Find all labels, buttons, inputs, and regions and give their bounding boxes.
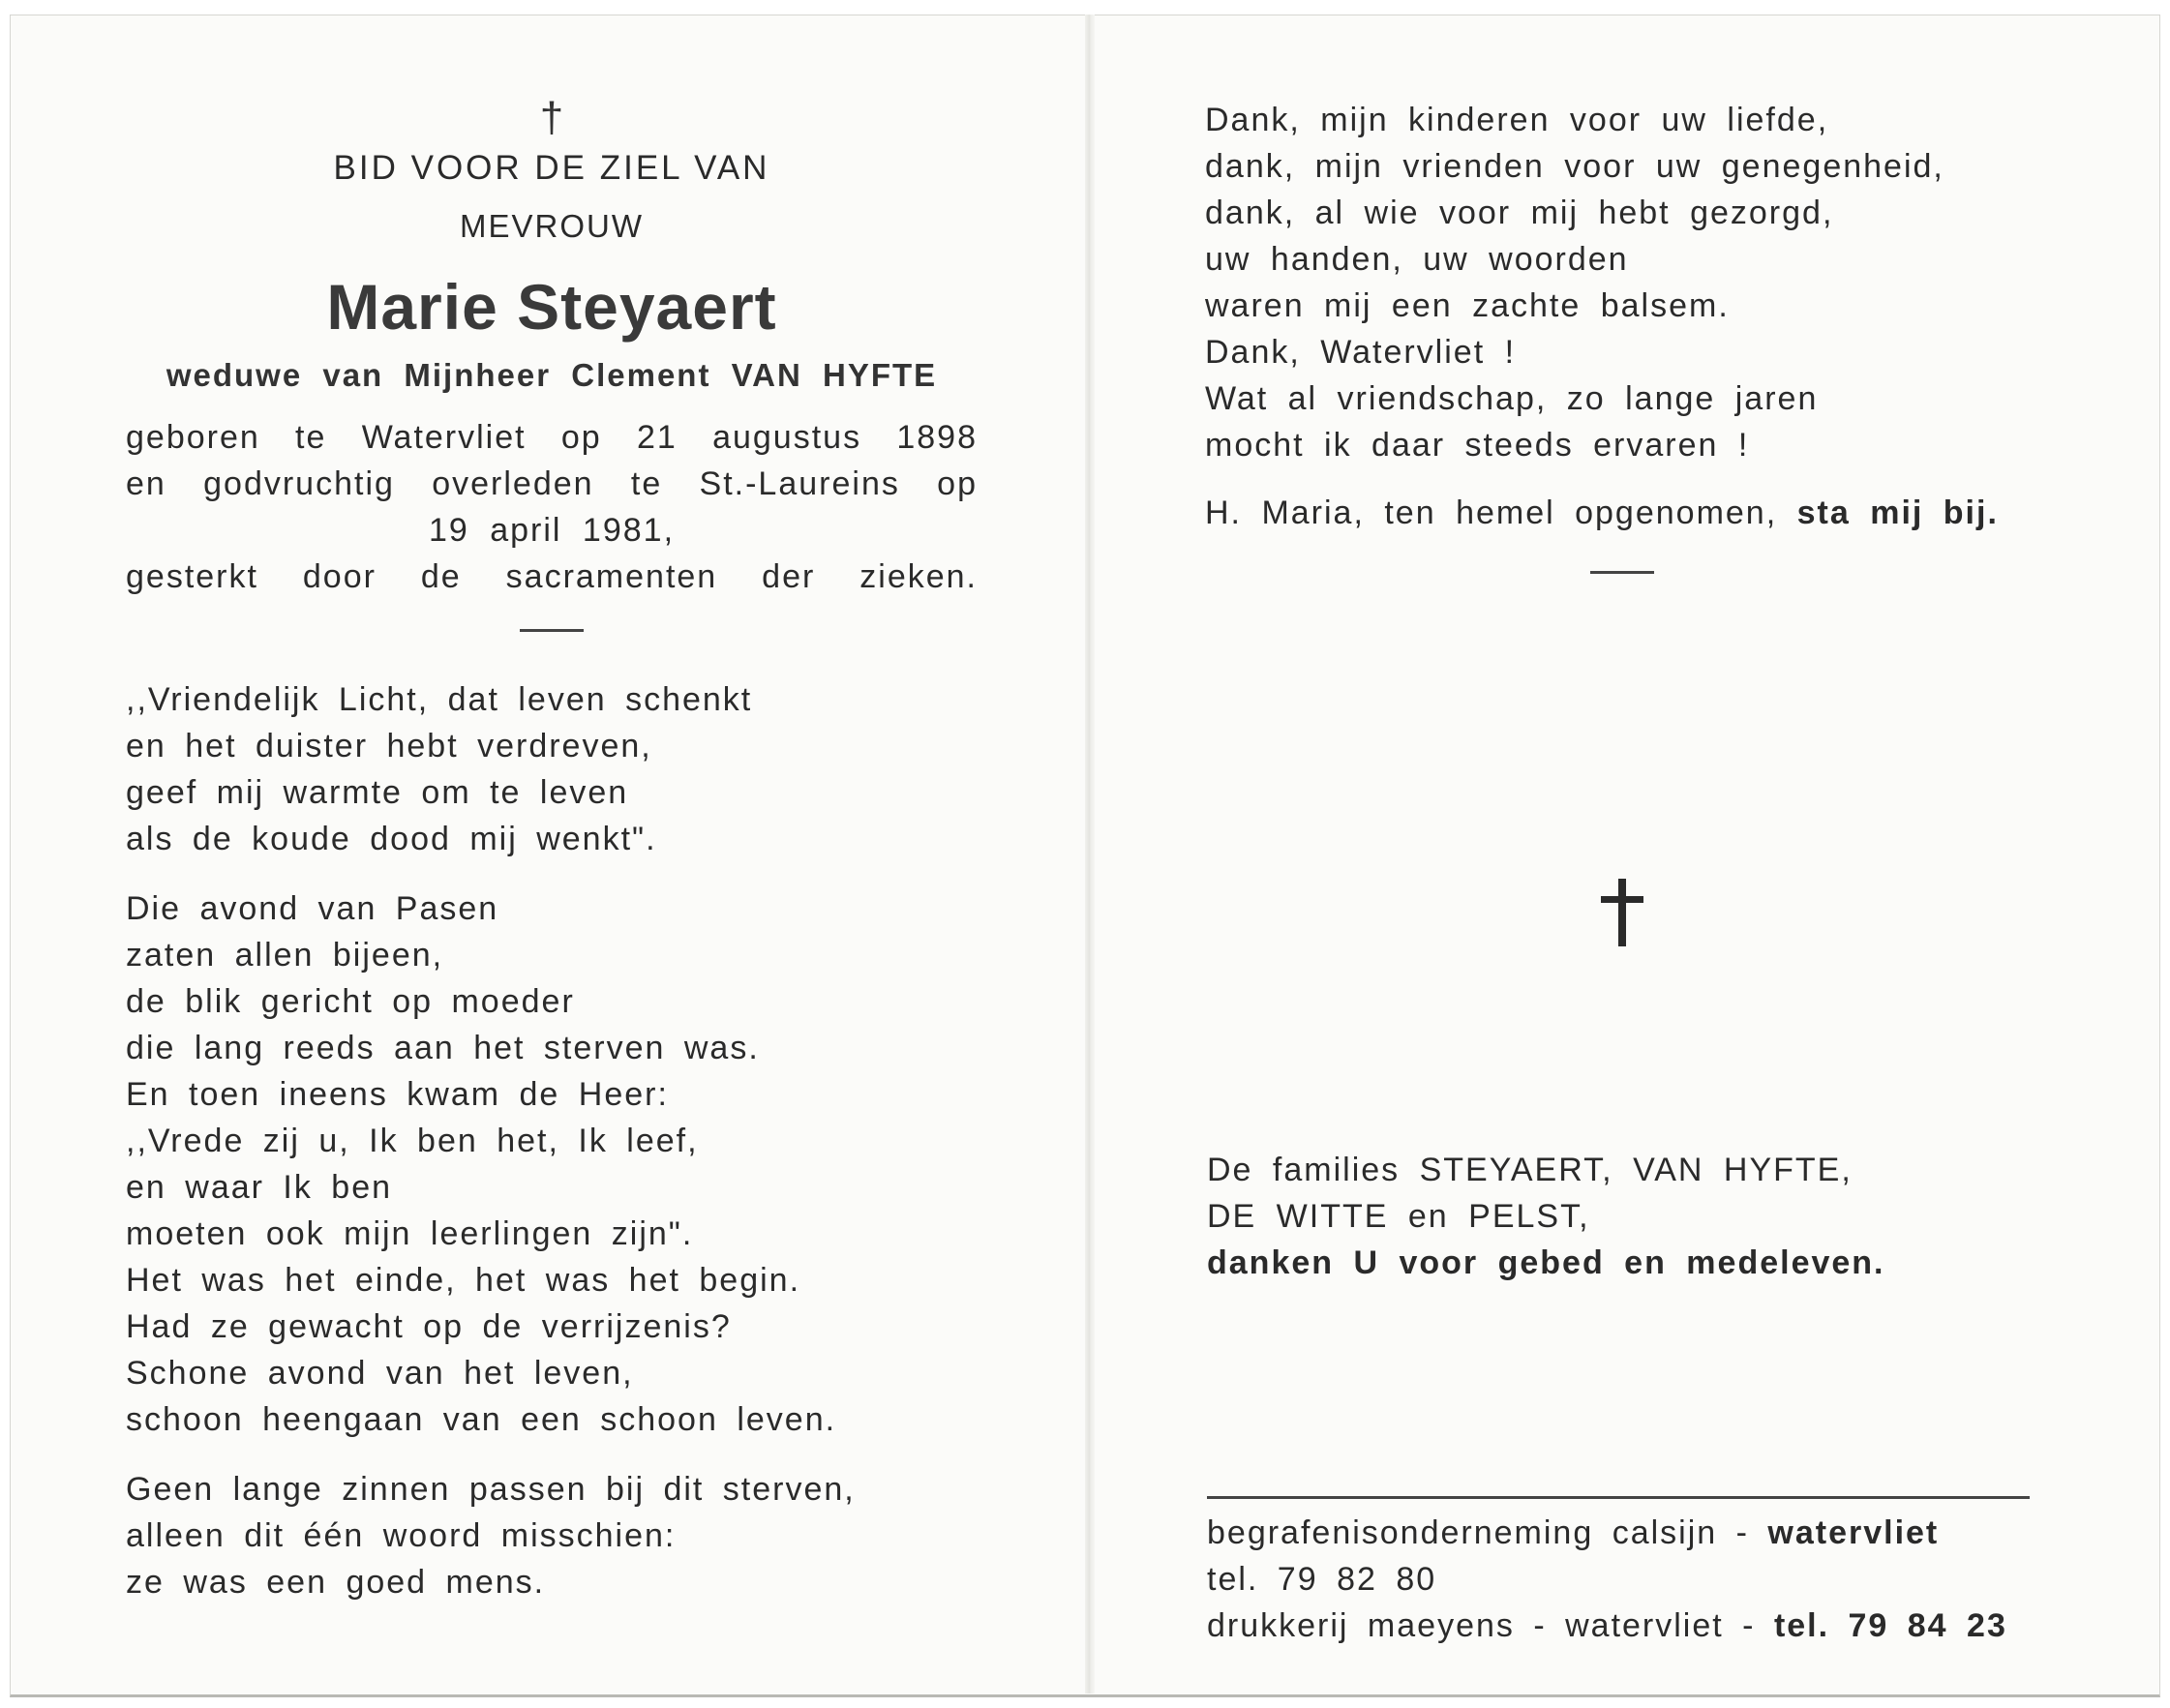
verse-line: zaten allen bijeen, — [126, 937, 444, 974]
verse-line: dank, mijn vrienden voor uw genegenheid, — [1205, 148, 1944, 185]
title-mevrouw: MEVROUW — [460, 208, 644, 244]
verse-line: Dank, Watervliet ! — [1205, 334, 1517, 371]
verse-line: en waar Ik ben — [126, 1169, 393, 1206]
verse-line: Het was het einde, het was het begin. — [126, 1262, 801, 1299]
verse-line: de blik gericht op moeder — [126, 983, 575, 1020]
verse-line: dank, al wie voor mij hebt gezorgd, — [1205, 195, 1834, 231]
sacrament-line: gesterkt door de sacramenten der zieken. — [126, 558, 978, 595]
verse-line: waren mij een zachte balsem. — [1205, 287, 1730, 324]
verse-line: moeten ook mijn leerlingen zijn". — [126, 1215, 694, 1252]
birth-line: geboren te Watervliet op 21 augustus 1898 — [126, 419, 978, 456]
verse-line: Die avond van Pasen — [126, 890, 499, 927]
verse-line: als de koude dood mij wenkt". — [126, 821, 657, 857]
families-line: De families STEYAERT, VAN HYFTE, — [1207, 1152, 1853, 1188]
footer-rule — [1207, 1496, 2030, 1499]
undertaker-line — [1207, 1510, 2007, 1556]
deceased-name: Marie Steyaert — [326, 271, 777, 343]
divider-dash — [1590, 571, 1654, 574]
undertaker-phone: tel. 79 82 80 — [1207, 1561, 1437, 1598]
cross-icon — [1595, 879, 1653, 946]
verse-line: Dank, mijn kinderen voor uw liefde, — [1205, 102, 1829, 138]
undertaker-name: begrafenisonderneming calsijn - — [1207, 1514, 1749, 1551]
verse-line: Wat al vriendschap, zo lange jaren — [1205, 380, 1819, 417]
verse-line: en het duister hebt verdreven, — [126, 728, 652, 764]
verse-light — [126, 676, 978, 862]
death-date: 19 april 1981, — [428, 512, 676, 549]
birth-death-info — [126, 414, 978, 600]
verse-line: ,,Vrede zij u, Ik ben het, Ik leef, — [126, 1123, 699, 1159]
death-line: en godvruchtig overleden te St.-Laureins op — [126, 465, 978, 502]
verse-line: geef mij warmte om te leven — [126, 774, 629, 811]
verse-line: ze was een goed mens. — [126, 1564, 546, 1601]
printer-phone: tel. 79 84 23 — [1773, 1607, 2007, 1644]
verse-easter — [126, 885, 978, 1443]
small-cross-icon: † — [539, 94, 564, 141]
widow-line: weduwe van Mijnheer Clement VAN HYFTE — [166, 357, 938, 393]
verse-line: Had ze gewacht op de verrijzenis? — [126, 1308, 732, 1345]
left-panel — [126, 94, 978, 1605]
maria-prayer-text: H. Maria, ten hemel opgenomen, — [1205, 494, 1778, 531]
verse-line: Schone avond van het leven, — [126, 1355, 634, 1392]
prayer-heading: BID VOOR DE ZIEL VAN — [333, 149, 770, 187]
thanks-line: danken U voor gebed en medeleven. — [1207, 1244, 1885, 1281]
card-fold — [1085, 15, 1095, 1693]
verse-line: uw handen, uw woorden — [1205, 241, 1629, 278]
verse-line: alleen dit één woord misschien: — [126, 1517, 677, 1554]
printer-line — [1207, 1603, 2007, 1649]
verse-line: die lang reeds aan het sterven was. — [126, 1030, 760, 1066]
verse-line: En toen ineens kwam de Heer: — [126, 1076, 669, 1113]
undertaker-town: watervliet — [1767, 1514, 1940, 1551]
family-thanks — [1207, 1147, 1885, 1286]
maria-prayer-bold: sta mij bij. — [1796, 494, 1999, 531]
verse-good-person — [126, 1466, 978, 1605]
verse-thanks — [1205, 97, 2057, 468]
verse-line: mocht ik daar steeds ervaren ! — [1205, 427, 1750, 464]
printer-name: drukkerij maeyens - watervliet - — [1207, 1607, 1756, 1644]
verse-line: ,,Vriendelijk Licht, dat leven schenkt — [126, 681, 753, 718]
maria-prayer — [1205, 490, 2057, 536]
verse-line: schoon heengaan van een schoon leven. — [126, 1401, 837, 1438]
verse-line: Geen lange zinnen passen bij dit sterven, — [126, 1471, 856, 1508]
printer-info — [1207, 1510, 2007, 1649]
right-panel — [1205, 97, 2057, 574]
families-line: DE WITTE en PELST, — [1207, 1198, 1590, 1235]
